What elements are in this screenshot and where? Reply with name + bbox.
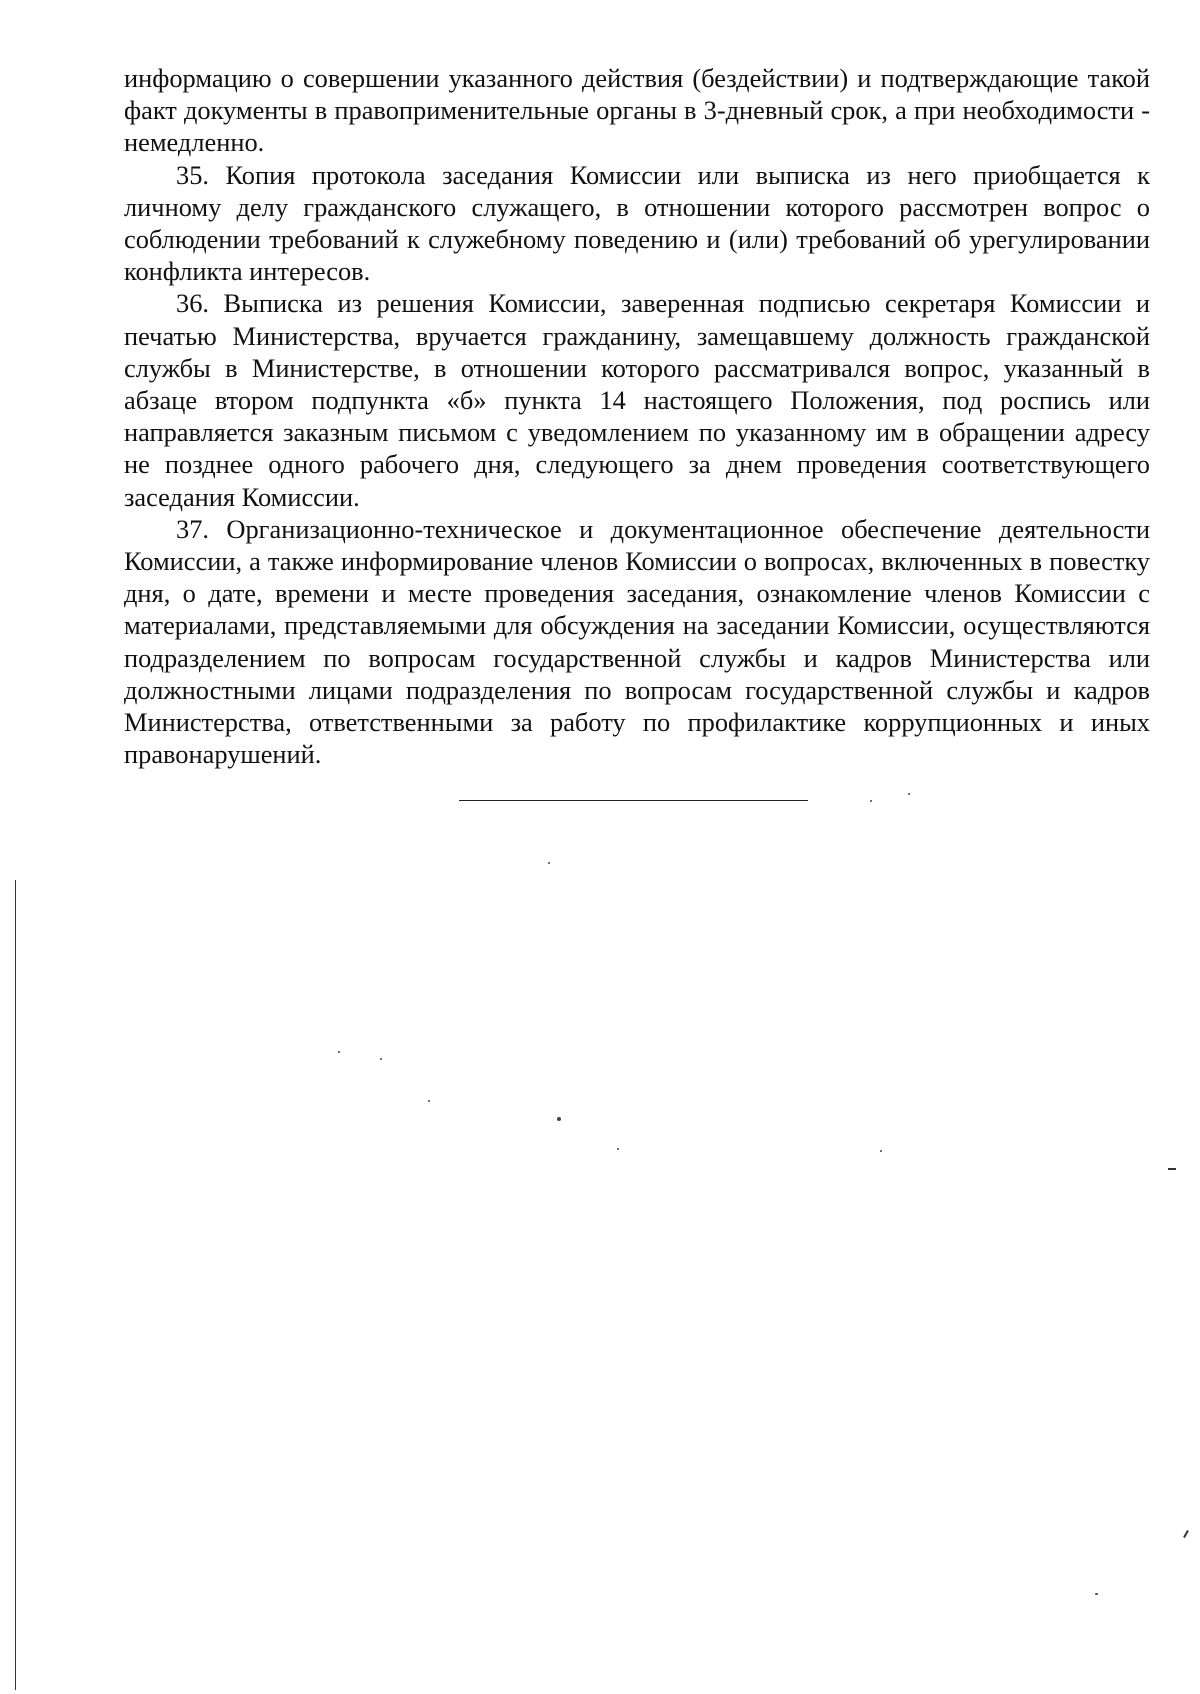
- scan-edge-dash: [1168, 1168, 1176, 1170]
- scan-speck: [548, 862, 550, 864]
- scan-speck: [617, 1148, 619, 1150]
- scan-speck: [880, 1150, 882, 1152]
- scan-speck: [1095, 1593, 1098, 1595]
- scan-edge-tick: [1183, 1530, 1189, 1538]
- scan-speck: [428, 1100, 430, 1102]
- scan-speck: [908, 793, 910, 795]
- scan-speck: [338, 1051, 340, 1053]
- paragraph-36: 36. Выписка из решения Комиссии, заверенная подписью секретаря Комиссии и печатью Министерства, вручается гражданину, замещавшему должность гражданской службы в Министерстве, в отношении которого рассматривался вопрос, указанный в абзаце втором подпункта «б» пункта 14 настоящего Положения, под роспись или направляется заказным письмом с уведомлением по указанному им в обращении адресу не позднее одного рабочего дня, следующего за днем проведения соответствующего заседания Комиссии.: [124, 288, 1150, 512]
- document-body: [124, 62, 1150, 770]
- scan-speck: [380, 1058, 382, 1060]
- scan-edge-line: [15, 880, 16, 1690]
- paragraph-continuation: информацию о совершении указанного действия (бездействии) и подтверждающие такой факт документы в правоприменительные органы в 3-дневный срок, а при необходимости - немедленно.: [124, 63, 1150, 158]
- scan-speck: [557, 1117, 561, 1121]
- scan-speck: [870, 800, 872, 802]
- paragraph-35: 35. Копия протокола заседания Комиссии или выписка из него приобщается к личному делу гражданского служащего, в отношении которого рассмотрен вопрос о соблюдении требований к служебному поведению и (или) требований об урегулировании конфликта интересов.: [124, 159, 1150, 287]
- end-of-text-rule: [459, 800, 808, 801]
- paragraph-37: 37. Организационно-техническое и документационное обеспечение деятельности Комиссии, а также информирование членов Комиссии о вопросах, включенных в повестку дня, о дате, времени и месте проведения заседания, ознакомление членов Комиссии с материалами, представляемыми для обсуждения на заседании Комиссии, осуществляются подразделением по вопросам государственной службы и кадров Министерства или должностными лицами подразделения по вопросам государственной службы и кадров Министерства, ответственными за работу по профилактике коррупционных и иных правонарушений.: [124, 513, 1150, 770]
